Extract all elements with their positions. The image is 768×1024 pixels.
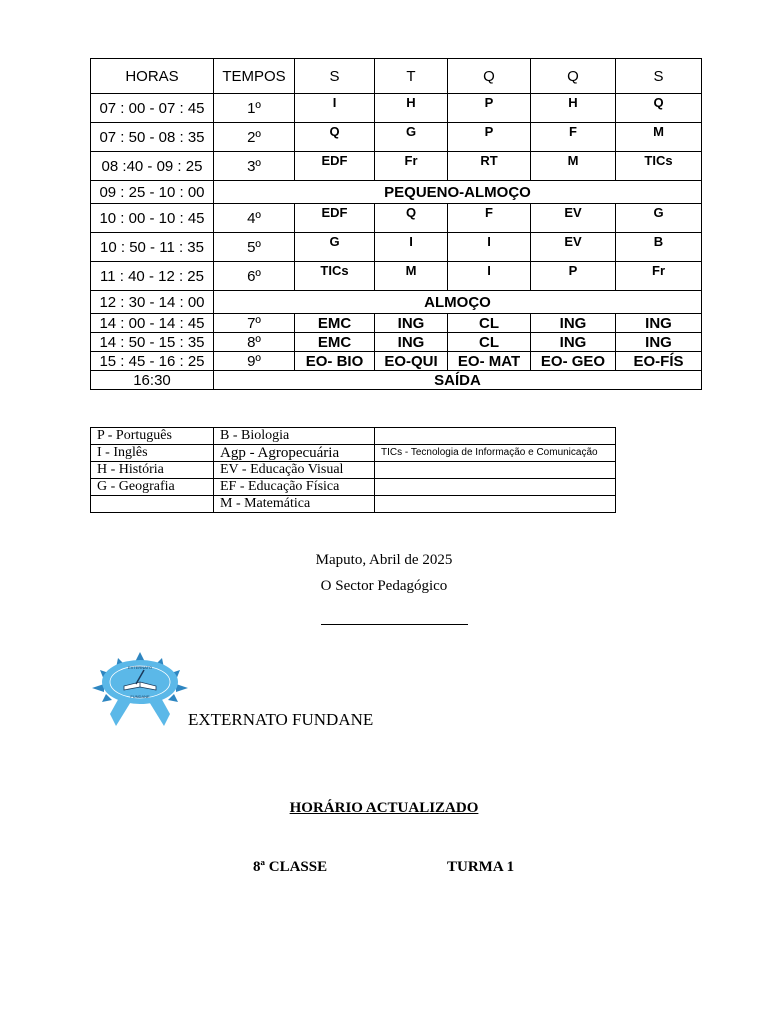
schedule-table	[90, 58, 702, 390]
time-cell: 10 : 00 - 10 : 45	[91, 204, 214, 233]
tempo-cell: 4º	[214, 204, 295, 233]
header-day-4: Q	[531, 59, 616, 94]
subject-cell: Fr	[616, 262, 702, 291]
time-cell: 08 :40 - 09 : 25	[91, 152, 214, 181]
table-row	[91, 352, 702, 371]
legend-table	[90, 427, 616, 513]
tempo-cell: 9º	[214, 352, 295, 371]
header-day-3: Q	[448, 59, 531, 94]
header-tempos: TEMPOS	[214, 59, 295, 94]
table-row	[91, 233, 702, 262]
subject-cell: P	[448, 123, 531, 152]
subject-cell: I	[295, 94, 375, 123]
legend-item: EF - Educação Física	[214, 479, 375, 496]
subject-cell: TICs	[616, 152, 702, 181]
subject-cell: ING	[531, 314, 616, 333]
subject-cell: P	[531, 262, 616, 291]
subject-cell: I	[448, 233, 531, 262]
tempo-cell: 5º	[214, 233, 295, 262]
school-name: EXTERNATO FUNDANE	[188, 710, 374, 729]
time-cell: 11 : 40 - 12 : 25	[91, 262, 214, 291]
subject-cell: TICs	[295, 262, 375, 291]
tempo-cell: 1º	[214, 94, 295, 123]
time-cell: 14 : 00 - 14 : 45	[91, 314, 214, 333]
tempo-cell: 3º	[214, 152, 295, 181]
time-cell: 10 : 50 - 11 : 35	[91, 233, 214, 262]
subject-cell: P	[448, 94, 531, 123]
legend-item	[375, 428, 616, 445]
tempo-cell: 7º	[214, 314, 295, 333]
subject-cell: EV	[531, 204, 616, 233]
table-row	[91, 123, 702, 152]
header-day-1: S	[295, 59, 375, 94]
tempo-cell: 8º	[214, 333, 295, 352]
class-label: 8ª CLASSE	[253, 859, 328, 875]
legend-item: I - Inglês	[91, 445, 214, 462]
legend-item: Agp - Agropecuária	[214, 445, 375, 462]
tempo-cell: 2º	[214, 123, 295, 152]
place-date: Maputo, Abril de 2025	[315, 552, 453, 568]
legend-item: TICs - Tecnologia de Informação e Comunicação	[375, 445, 616, 462]
subject-cell: ING	[375, 333, 448, 352]
logo-ribbon-right	[148, 696, 170, 726]
break-row	[91, 181, 702, 204]
schedule-header-row	[91, 59, 702, 94]
subject-cell: I	[375, 233, 448, 262]
legend-item: M - Matemática	[214, 496, 375, 513]
subject-cell: ING	[375, 314, 448, 333]
legend-row	[91, 428, 616, 445]
subject-cell: EO- BIO	[295, 352, 375, 371]
subject-cell: M	[616, 123, 702, 152]
subject-cell: Q	[375, 204, 448, 233]
legend-item	[375, 479, 616, 496]
logo-ribbon-left	[110, 696, 132, 726]
subject-cell: EDF	[295, 204, 375, 233]
legend-item: H - História	[91, 462, 214, 479]
break-row	[91, 291, 702, 314]
break-row	[91, 371, 702, 390]
legend-row	[91, 462, 616, 479]
tempo-cell: 6º	[214, 262, 295, 291]
turma-label: TURMA 1	[447, 859, 515, 875]
break-label: SAÍDA	[214, 371, 702, 390]
time-cell: 12 : 30 - 14 : 00	[91, 291, 214, 314]
table-row	[91, 262, 702, 291]
legend-row	[91, 445, 616, 462]
subject-cell: EDF	[295, 152, 375, 181]
subject-cell: B	[616, 233, 702, 262]
subject-cell: ING	[616, 314, 702, 333]
legend-item	[375, 496, 616, 513]
time-cell: 07 : 50 - 08 : 35	[91, 123, 214, 152]
subject-cell: M	[375, 262, 448, 291]
time-cell: 09 : 25 - 10 : 00	[91, 181, 214, 204]
subject-cell: G	[616, 204, 702, 233]
legend-row	[91, 479, 616, 496]
legend-item	[375, 462, 616, 479]
subject-cell: RT	[448, 152, 531, 181]
subject-cell: EO- MAT	[448, 352, 531, 371]
header-horas: HORAS	[91, 59, 214, 94]
subject-cell: Fr	[375, 152, 448, 181]
subject-cell: ING	[616, 333, 702, 352]
subject-cell: EO- GEO	[531, 352, 616, 371]
subject-cell: H	[531, 94, 616, 123]
page-title: HORÁRIO ACTUALIZADO	[289, 800, 479, 816]
time-cell: 15 : 45 - 16 : 25	[91, 352, 214, 371]
legend-item	[91, 496, 214, 513]
subject-cell: CL	[448, 333, 531, 352]
subject-cell: H	[375, 94, 448, 123]
table-row	[91, 314, 702, 333]
subject-cell: EV	[531, 233, 616, 262]
subject-cell: M	[531, 152, 616, 181]
table-row	[91, 152, 702, 181]
subject-cell: EMC	[295, 333, 375, 352]
break-label: ALMOÇO	[214, 291, 702, 314]
logo-text-top: EXTERNATO	[127, 665, 153, 670]
legend-item: EV - Educação Visual	[214, 462, 375, 479]
time-cell: 07 : 00 - 07 : 45	[91, 94, 214, 123]
legend-row	[91, 496, 616, 513]
table-row	[91, 204, 702, 233]
subject-cell: ING	[531, 333, 616, 352]
subject-cell: EO-QUI	[375, 352, 448, 371]
time-cell: 16:30	[91, 371, 214, 390]
table-row	[91, 94, 702, 123]
table-row	[91, 333, 702, 352]
subject-cell: G	[295, 233, 375, 262]
subject-cell: G	[375, 123, 448, 152]
subject-cell: F	[448, 204, 531, 233]
time-cell: 14 : 50 - 15 : 35	[91, 333, 214, 352]
legend-item: B - Biologia	[214, 428, 375, 445]
subject-cell: I	[448, 262, 531, 291]
subject-cell: F	[531, 123, 616, 152]
subject-cell: EO-FÍS	[616, 352, 702, 371]
subject-cell: Q	[616, 94, 702, 123]
logo-text-bottom: FUNDANE	[130, 694, 150, 699]
signature-line	[321, 624, 468, 625]
header-day-5: S	[616, 59, 702, 94]
school-logo-icon	[90, 650, 190, 730]
subject-cell: CL	[448, 314, 531, 333]
legend-item: P - Português	[91, 428, 214, 445]
legend-item: G - Geografia	[91, 479, 214, 496]
subject-cell: Q	[295, 123, 375, 152]
sector-label: O Sector Pedagógico	[320, 578, 448, 594]
break-label: PEQUENO-ALMOÇO	[214, 181, 702, 204]
subject-cell: EMC	[295, 314, 375, 333]
header-day-2: T	[375, 59, 448, 94]
